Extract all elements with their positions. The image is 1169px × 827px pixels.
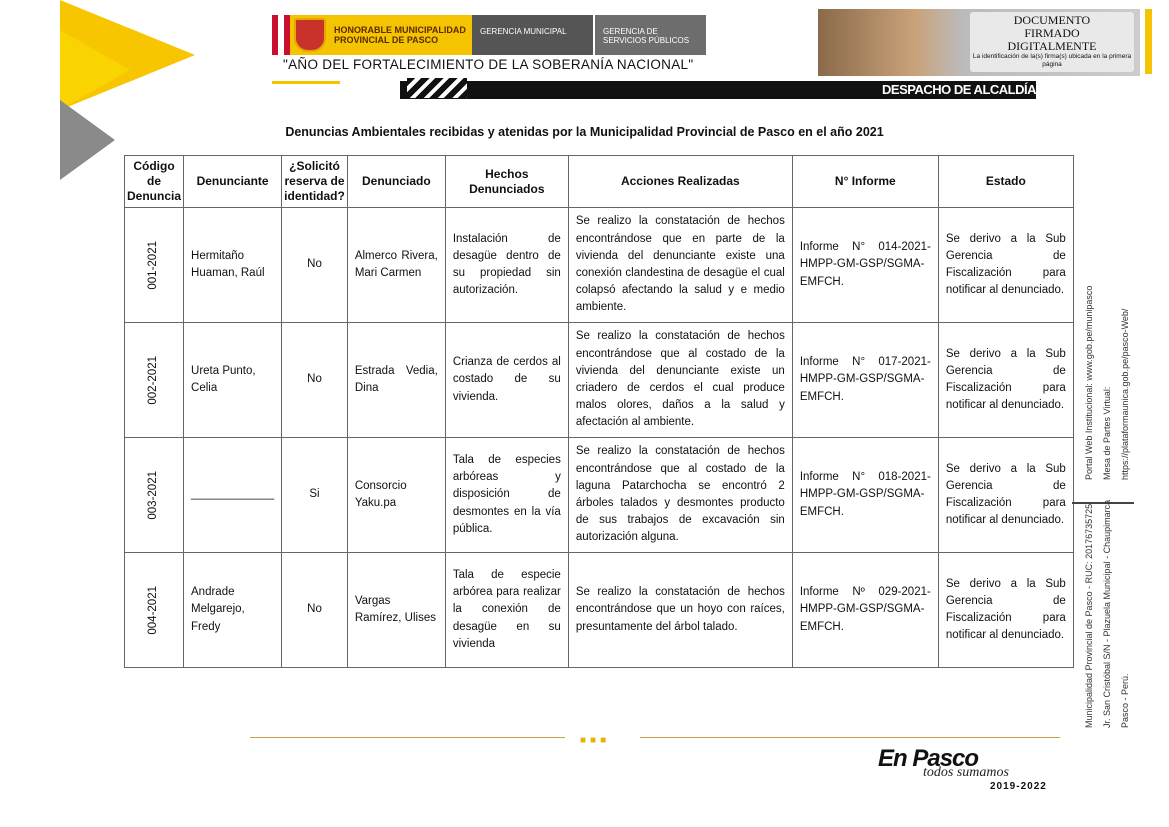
decorative-bar (1145, 9, 1152, 74)
column-header: Denunciante (184, 156, 282, 208)
logo-years: 2019-2022 (990, 781, 1047, 792)
column-header: Denunciado (347, 156, 445, 208)
decorative-chevron (60, 100, 115, 180)
reserve-cell: Si (282, 438, 348, 553)
city-text: Pasco - Perú. (1120, 673, 1130, 728)
status-cell: Se derivo a la Sub Gerencia de Fiscalización para notificar al denunciado. (938, 438, 1073, 553)
reserve-cell: No (282, 323, 348, 438)
column-header: Acciones Realizadas (568, 156, 792, 208)
decorative-chevron (60, 30, 130, 110)
ruc-text: Municipalidad Provincial de Pasco - RUC: 20176735725 (1084, 503, 1094, 728)
facts-cell: Tala de especie arbórea para realizar la conexión de desagüe en su vivienda (445, 553, 568, 668)
table-row (125, 553, 1074, 668)
logo-main: En Pasco (878, 745, 979, 772)
table-row (125, 208, 1074, 323)
column-header: Código de Denuncia (125, 156, 184, 208)
address-info (1080, 500, 1134, 728)
report-cell: Informe Nº 029-2021-HMPP-GM-GSP/SGMA-EMFCH. (792, 553, 938, 668)
sig-line: FIRMADO (1024, 26, 1080, 40)
status-cell: Se derivo a la Sub Gerencia de Fiscalización para notificar al denunciado. (938, 553, 1073, 668)
report-cell: Informe N° 018-2021-HMPP-GM-GSP/SGMA-EMFCH. (792, 438, 938, 553)
portal-text: Portal Web Institucional: www.gob.pe/munipasco (1084, 285, 1094, 480)
accused-cell: Vargas Ramírez, Ulises (347, 553, 445, 668)
complaint-code: 002-2021 (147, 355, 160, 405)
mesa-link[interactable]: https://plataformaunica.gob.pe/pasco-Web/ (1120, 308, 1130, 480)
column-header: Estado (938, 156, 1073, 208)
code-cell (125, 553, 184, 668)
logo-sub: todos sumamos (923, 765, 1009, 780)
table-row (125, 438, 1074, 553)
institution-name: HONORABLE MUNICIPALIDAD PROVINCIAL DE PASCO (334, 25, 466, 45)
column-header: ¿Solicitó reserva de identidad? (282, 156, 348, 208)
complaints-table (124, 155, 1074, 668)
table-row (125, 323, 1074, 438)
code-cell (125, 323, 184, 438)
accused-cell: Consorcio Yaku.pa (347, 438, 445, 553)
complaint-code: 001-2021 (147, 240, 160, 290)
address-text: Jr. San Cristóbal S/N - Plazuela Municipal - Chaupimarca (1102, 499, 1112, 728)
complainant-cell: Hermitaño Huaman, Raúl (184, 208, 282, 323)
footer-line (640, 737, 1060, 738)
status-cell: Se derivo a la Sub Gerencia de Fiscalización para notificar al denunciado. (938, 208, 1073, 323)
document-title: Denuncias Ambientales recibidas y atenidas por la Municipalidad Provincial de Pasco en el año 2021 (285, 125, 884, 139)
municipal-crest-logo (294, 18, 326, 52)
code-cell (125, 208, 184, 323)
actions-cell: Se realizo la constatación de hechos encontrándose que un hoyo con raíces, presuntamente del árbol talado. (568, 553, 792, 668)
office-name: DESPACHO DE ALCALDÍA (882, 82, 1036, 97)
sig-line: DOCUMENTO (1013, 13, 1091, 27)
complainant-cell: _____________ (184, 438, 282, 553)
column-header: Hechos Denunciados (445, 156, 568, 208)
gerencia-servicios-label: GERENCIA DE SERVICIOS PÚBLICOS (595, 15, 706, 55)
actions-cell: Se realizo la constatación de hechos encontrándose que en parte de la vivienda del denunciante existe una conexión clandestina de desagüe el cual colapsó afectando la salud y e medio ambiente. (568, 208, 792, 323)
footer-line (250, 737, 565, 738)
accused-cell: Almerco Rivera, Mari Carmen (347, 208, 445, 323)
status-cell: Se derivo a la Sub Gerencia de Fiscalización para notificar al denunciado. (938, 323, 1073, 438)
column-header: N° Informe (792, 156, 938, 208)
reserve-cell: No (282, 208, 348, 323)
report-cell: Informe N° 014-2021-HMPP-GM-GSP/SGMA-EMFCH. (792, 208, 938, 323)
report-cell: Informe N° 017-2021-HMPP-GM-GSP/SGMA-EMFCH. (792, 323, 938, 438)
sig-line: DIGITALMENTE (1007, 39, 1097, 53)
decorative-line (272, 81, 340, 84)
reserve-cell: No (282, 553, 348, 668)
decorative-stripes (407, 78, 467, 98)
complaint-code: 003-2021 (147, 470, 160, 520)
digital-signature-stamp (818, 9, 1140, 76)
actions-cell: Se realizo la constatación de hechos encontrándose que al costado de la laguna Patarchocha se encontró 2 árboles talados y desmontes producto de sus trabajos de excavación sin autorización alguna. (568, 438, 792, 553)
complaint-code: 004-2021 (147, 585, 160, 635)
facts-cell: Crianza de cerdos al costado de su vivienda. (445, 323, 568, 438)
institution-banner (272, 15, 706, 55)
complainant-cell: Andrade Melgarejo, Fredy (184, 553, 282, 668)
actions-cell: Se realizo la constatación de hechos encontrándose que al costado de la vivienda del denunciante existe un criadero de cerdos el cual produce malos olores, daños a la salud y afectación al ambiente. (568, 323, 792, 438)
accused-cell: Estrada Vedia, Dina (347, 323, 445, 438)
mesa-text: Mesa de Partes Virtual: (1102, 386, 1112, 480)
gerencia-label: GERENCIA MUNICIPAL (472, 15, 593, 55)
complainant-cell: Ureta Punto, Celia (184, 323, 282, 438)
sig-note: La identificación de la(s) firma(s) ubicada en la primera página (972, 53, 1132, 68)
code-cell (125, 438, 184, 553)
facts-cell: Instalación de desagüe dentro de su propiedad sin autorización. (445, 208, 568, 323)
footer-dots: ■■■ (580, 735, 611, 746)
year-motto: "AÑO DEL FORTALECIMIENTO DE LA SOBERANÍA NACIONAL" (283, 57, 694, 72)
facts-cell: Tala de especies arbóreas y disposición de desmontes en la vía pública. (445, 438, 568, 553)
en-pasco-logo (878, 745, 1058, 795)
web-portal-info (1080, 286, 1134, 480)
